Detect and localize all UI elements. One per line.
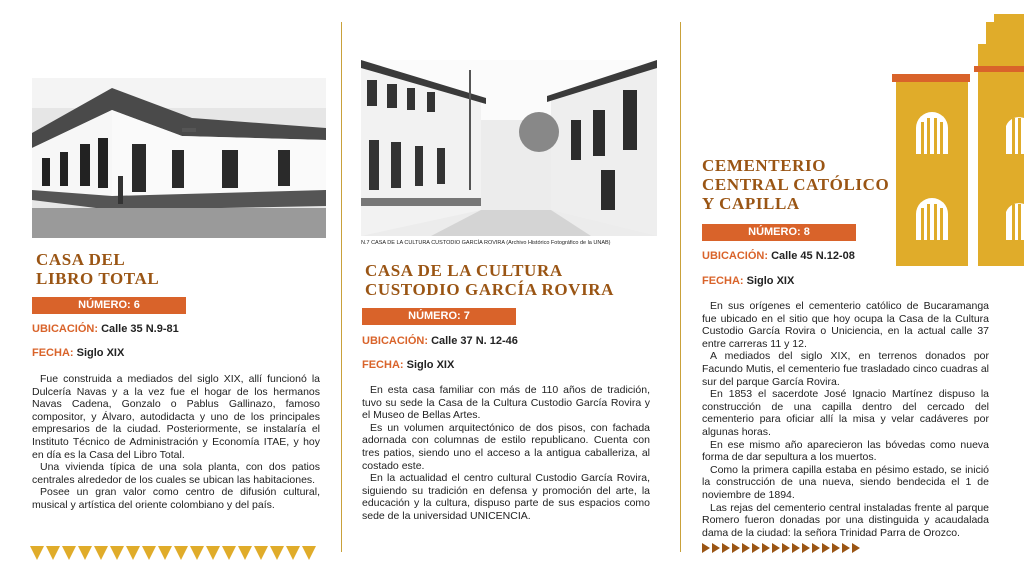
entry-2-location-value: Calle 37 N. 12-46 xyxy=(431,335,518,347)
entry-2-title-line-1: CASA DE LA CULTURA xyxy=(365,261,563,280)
entry-2-date xyxy=(362,359,454,371)
entry-3-title-line-1: CEMENTERIO xyxy=(702,156,827,175)
entry-3-location-value: Calle 45 N.12-08 xyxy=(771,250,855,262)
entry-1-title-line-1: CASA DEL xyxy=(36,250,126,269)
entry-1-location-value: Calle 35 N.9-81 xyxy=(101,323,179,335)
entry-1-location-label: UBICACIÓN: xyxy=(32,323,98,335)
entry-2-paragraph: Es un volumen arquitectónico de dos pisos, con fachada adornada con columnas de estilo republicano. Cuenta con tres patios, siendo uno el acceso a la antigua caballeriza, al costado este. xyxy=(362,421,650,472)
entry-1-date-label: FECHA: xyxy=(32,347,74,359)
photo-caption: N.7 CASA DE LA CULTURA CUSTODIO GARCÍA ROVIRA (Archivo Histórico Fotográfico de la UNAB) xyxy=(361,240,611,246)
entry-3-date-value: Siglo XIX xyxy=(746,275,795,287)
entry-2-body xyxy=(362,384,650,523)
entry-3-title-line-3: Y CAPILLA xyxy=(702,194,800,213)
entry-1-title-line-2: LIBRO TOTAL xyxy=(36,269,160,288)
entry-1-title xyxy=(36,250,286,288)
column-divider-right xyxy=(680,22,681,552)
column-divider-left xyxy=(341,22,342,552)
entry-2-title xyxy=(365,261,655,299)
entry-2-location-label: UBICACIÓN: xyxy=(362,335,428,347)
entry-2-paragraph: En la actualidad el centro cultural Custodio García Rovira, siguiendo su tradición en defensa y promoción del arte, la educación y la cultura, dispuso parte de sus espacios como sede de la universidad UNICENCIA. xyxy=(362,472,650,522)
entry-1-paragraph: Una vivienda típica de una sola planta, con dos patios centrales alrededor de los cuales se ubican las habitaciones. xyxy=(32,461,320,486)
entry-3-title xyxy=(702,156,902,213)
entry-2-title-line-2: CUSTODIO GARCÍA ROVIRA xyxy=(365,280,615,299)
triangle-border-decoration xyxy=(30,546,326,562)
entry-2-location xyxy=(362,335,518,347)
entry-1-date xyxy=(32,347,124,359)
entry-1-location xyxy=(32,323,179,335)
entry-2-date-label: FECHA: xyxy=(362,359,404,371)
entry-3-title-line-2: CENTRAL CATÓLICO xyxy=(702,175,890,194)
entry-3-number-badge: NÚMERO: 8 xyxy=(702,224,856,241)
entry-3-date xyxy=(702,275,794,287)
entry-3-body xyxy=(702,300,989,539)
entry-3-paragraph: En sus orígenes el cementerio católico de Bucaramanga fue ubicado en el sitio que hoy ocupa la Casa de la Cultura Custodio García Rovira o Uniciencia, en la actual calle 37 entre carreras 11 y 12. xyxy=(702,300,989,350)
entry-2-date-value: Siglo XIX xyxy=(406,359,455,371)
entry-3-paragraph: En 1853 el sacerdote José Ignacio Martínez dispuso la construcción de una capilla dentro del cercado del cementerio para oficiar allí la misa y velar cadáveres por algunas horas. xyxy=(702,388,989,438)
entry-3-location xyxy=(702,250,855,262)
entry-1-paragraph: Fue construida a mediados del siglo XIX, allí funcionó la Dulcería Navas y a la vez fue el hogar de los hermanos Navas Cadena, Gonzalo o Pablus Gallinazo, famoso compositor, y Álvaro, autodidacta y uno de los principales empresarios de la ciudad. Posteriormente, se instalaría el Instituto Técnico de Administración y Economía ITAE, y hoy en día es la Casa del Libro Total. xyxy=(32,373,320,461)
entry-3-date-label: FECHA: xyxy=(702,275,744,287)
entry-3-paragraph: Como la primera capilla estaba en pésimo estado, se inició la construcción de una nueva, siendo bendecida el 1 de noviembre de 1894. xyxy=(702,463,989,501)
photo-casa-cultura xyxy=(361,60,657,236)
entry-1-body xyxy=(32,373,320,512)
entry-3-paragraph: Las rejas del cementerio central instaladas frente al parque Romero fueron donadas por una distinguida y acaudalada dama de la ciudad: la señora Trinidad Parra de Orozco. xyxy=(702,501,989,539)
arrow-border-decoration xyxy=(702,542,862,554)
entry-1-number-badge: NÚMERO: 6 xyxy=(32,297,186,314)
entry-1-paragraph: Posee un gran valor como centro de difusión cultural, musical y artística del oriente colombiano y del país. xyxy=(32,486,320,511)
chapel-building-illustration xyxy=(890,14,1024,266)
entry-2-paragraph: En esta casa familiar con más de 110 años de tradición, tuvo su sede la Casa de la Cultura Custodio García Rovira y el Museo de Bellas Artes. xyxy=(362,384,650,422)
entry-3-paragraph: A mediados del siglo XIX, en terrenos donados por Facundo Mutis, el cementerio fue trasladado cinco cuadras al sur del parque García Rovira. xyxy=(702,350,989,388)
entry-1-date-value: Siglo XIX xyxy=(76,347,125,359)
photo-casa-libro-total xyxy=(32,78,326,238)
entry-3-paragraph: En ese mismo año aparecieron las bóvedas como nueva forma de dar sepultura a los muertos. xyxy=(702,438,989,464)
entry-2-number-badge: NÚMERO: 7 xyxy=(362,308,516,325)
entry-3-location-label: UBICACIÓN: xyxy=(702,250,768,262)
